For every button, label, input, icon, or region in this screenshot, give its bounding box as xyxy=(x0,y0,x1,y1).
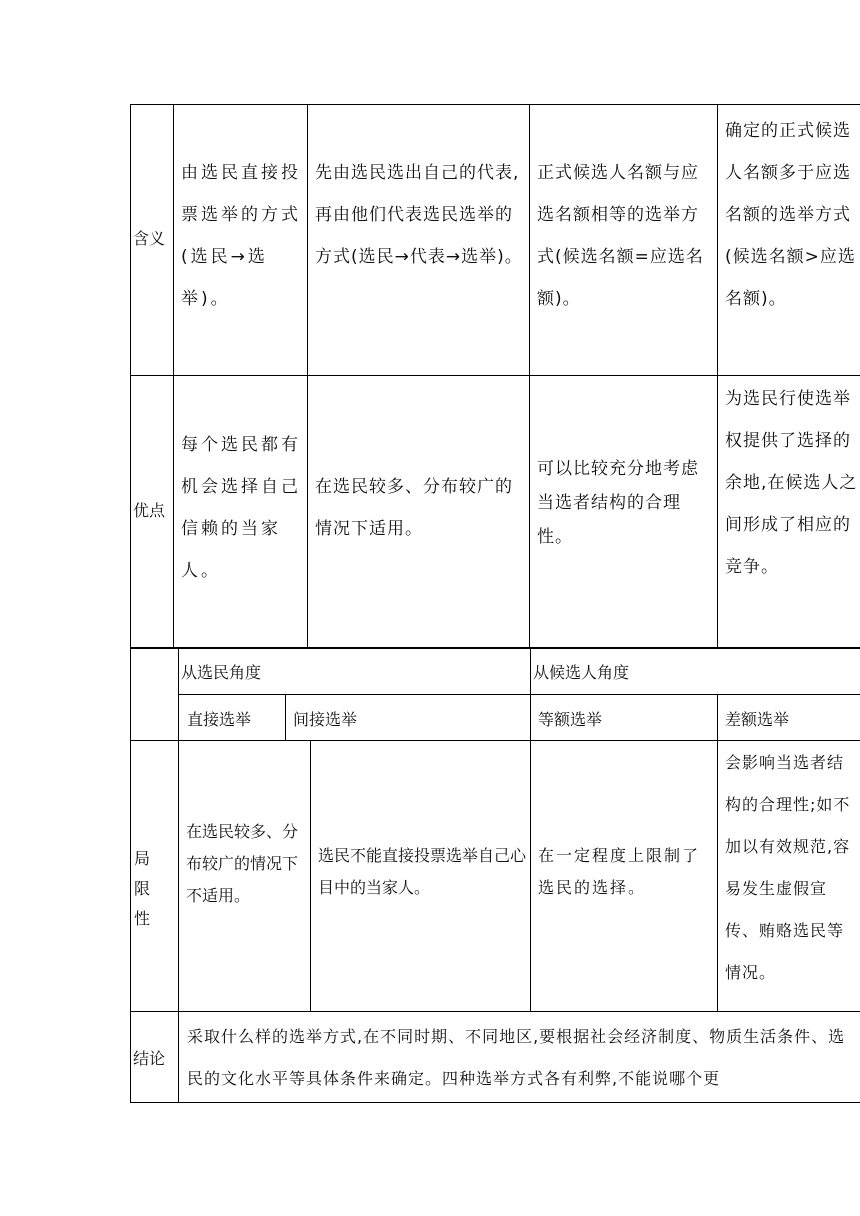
table-border xyxy=(529,104,530,648)
row-label-conclusion: 结论 xyxy=(133,1049,166,1068)
meaning-indirect: 先由选民选出自己的代表,再由他们代表选民选举的方式(选民→代表→选举)。 xyxy=(315,163,523,267)
header-equal: 等额选举 xyxy=(538,710,603,729)
limitation-equal: 在一定程度上限制了选民的选择。 xyxy=(538,846,701,897)
table-border xyxy=(307,104,308,648)
advantage-equal: 可以比较充分地考虑当选者结构的合理性。 xyxy=(537,459,699,547)
row-label-meaning: 含义 xyxy=(133,229,166,248)
table-border xyxy=(130,1011,860,1012)
meaning-direct: 由选民直接投票选举的方式(选民→选举)。 xyxy=(181,163,301,309)
table-border xyxy=(530,648,531,1011)
table-border xyxy=(130,647,860,649)
table-border xyxy=(130,1102,860,1103)
advantage-direct: 每个选民都有机会选择自己信赖的当家人。 xyxy=(181,435,301,581)
meaning-equal: 正式候选人名额与应选名额相等的选举方式(候选名额=应选名额)。 xyxy=(537,163,704,309)
header-voter-angle: 从选民角度 xyxy=(181,663,262,682)
header-differential: 差额选举 xyxy=(725,710,790,729)
table-border xyxy=(130,375,860,376)
limitation-indirect: 选民不能直接投票选举自己心目中的当家人。 xyxy=(318,846,527,897)
advantage-indirect: 在选民较多、分布较广的情况下适用。 xyxy=(315,477,513,539)
header-candidate-angle: 从候选人角度 xyxy=(533,663,630,682)
table-border xyxy=(310,740,311,1011)
limitation-direct: 在选民较多、分布较广的情况下不适用。 xyxy=(186,822,299,905)
row-label-advantage: 优点 xyxy=(133,501,166,520)
table-border xyxy=(285,694,286,741)
table-border xyxy=(130,104,131,1103)
table-border xyxy=(173,104,174,648)
table-border xyxy=(130,740,860,741)
header-direct: 直接选举 xyxy=(187,710,252,729)
table-border xyxy=(717,694,718,1011)
conclusion-text: 采取什么样的选举方式,在不同时期、不同地区,要根据社会经济制度、物质生活条件、选民的文化水平等具体条件来确定。四种选举方式各有利弊,不能说哪个更 xyxy=(187,1027,846,1088)
limitation-differential: 会影响当选者结构的合理性;如不加以有效规范,容易发生虚假宣传、贿赂选民等情况。 xyxy=(725,753,851,982)
meaning-differential: 确定的正式候选人名额多于应选名额的选举方式(候选名额>应选名额)。 xyxy=(725,121,856,309)
advantage-differential: 为选民行使选举权提供了选择的余地,在候选人之间形成了相应的竞争。 xyxy=(725,389,858,577)
table-border xyxy=(178,648,179,1103)
table-border xyxy=(130,104,860,105)
table-border xyxy=(717,104,718,648)
table-border xyxy=(178,694,860,695)
row-label-limitation: 局限性 xyxy=(134,849,165,928)
header-indirect: 间接选举 xyxy=(293,710,358,729)
